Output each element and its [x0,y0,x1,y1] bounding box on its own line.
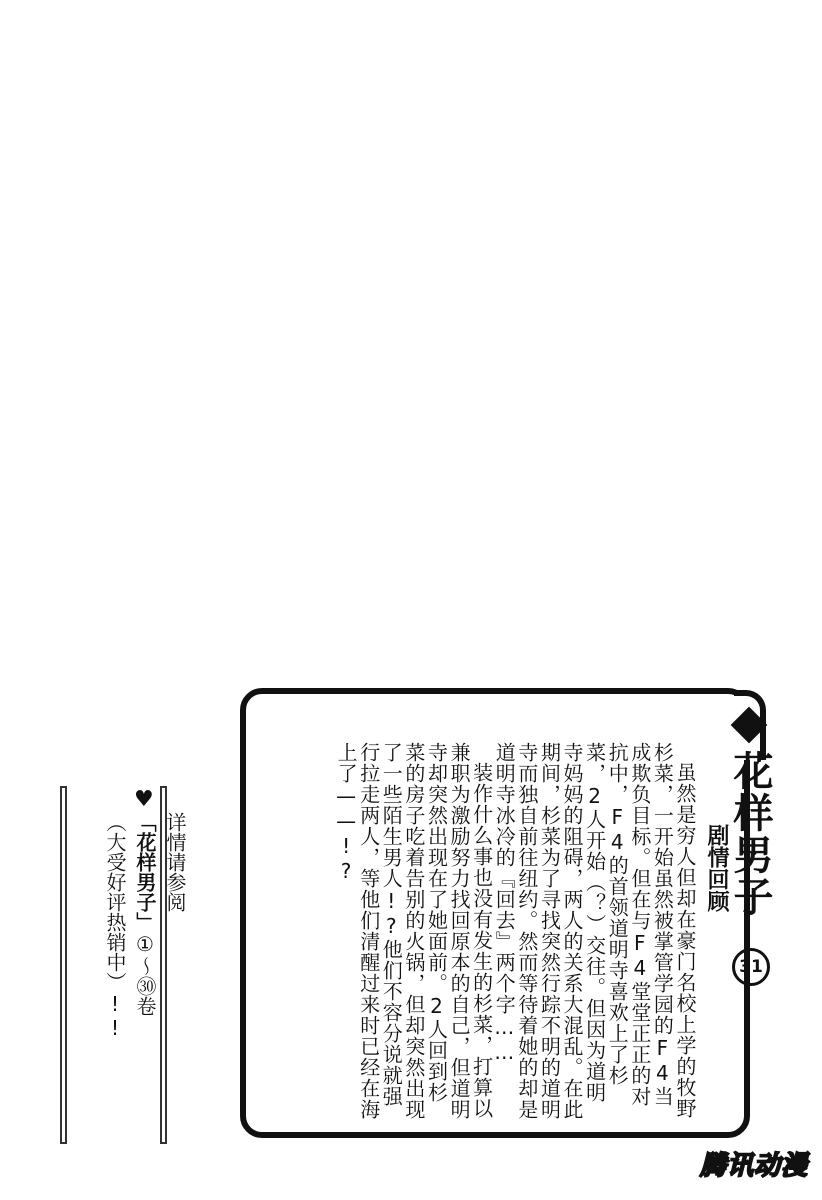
reference-series-line [130,812,160,1072]
watermark-logo: 腾讯动漫 [700,1151,809,1181]
recap-paragraph: 装作什么事也没有发生的杉菜，打算以兼职为激励努力找回原本的自己，但道明寺却突然出现在了她面前。2人回到杉菜的房子吃着告别的火锅，但却突然出现了一些陌生男人!?他们不容分说就强行拉走两人，等他们清醒过来时已经在海上了——!? [334,742,494,1120]
reference-range: ①～㉚卷 [133,932,157,1016]
reference-series: 「花样男子」 [133,812,157,932]
recap-paragraph: 虽然是穷人但却在豪门名校上学的牧野杉菜，一开始虽然被掌管学园的F4当成欺负目标。但在与F4堂堂正正的对抗中，F4的首领道明寺喜欢上了杉菜，2人开始（？）交往。但因为道明寺妈妈的阻碍，两人的关系大混乱。在此期间，杉菜为了寻找突然行踪不明的道明寺而独自前往纽约。然而等待着她的却是道明寺冰冷的『回去』两个字…… [492,742,697,1120]
reference-note [100,812,190,1072]
diamond-icon [731,707,768,744]
divider-bar [60,786,67,1144]
series-title: 花样男子 [727,750,773,918]
recap-body [266,742,696,1122]
reference-line: （大受好评热销中）!! [103,812,127,1040]
section-heading: 剧情回顾 [704,824,729,912]
heart-icon: ♥ [134,787,154,812]
reference-line: 详情请参阅 [163,812,187,912]
volume-number: 31 [732,948,770,986]
